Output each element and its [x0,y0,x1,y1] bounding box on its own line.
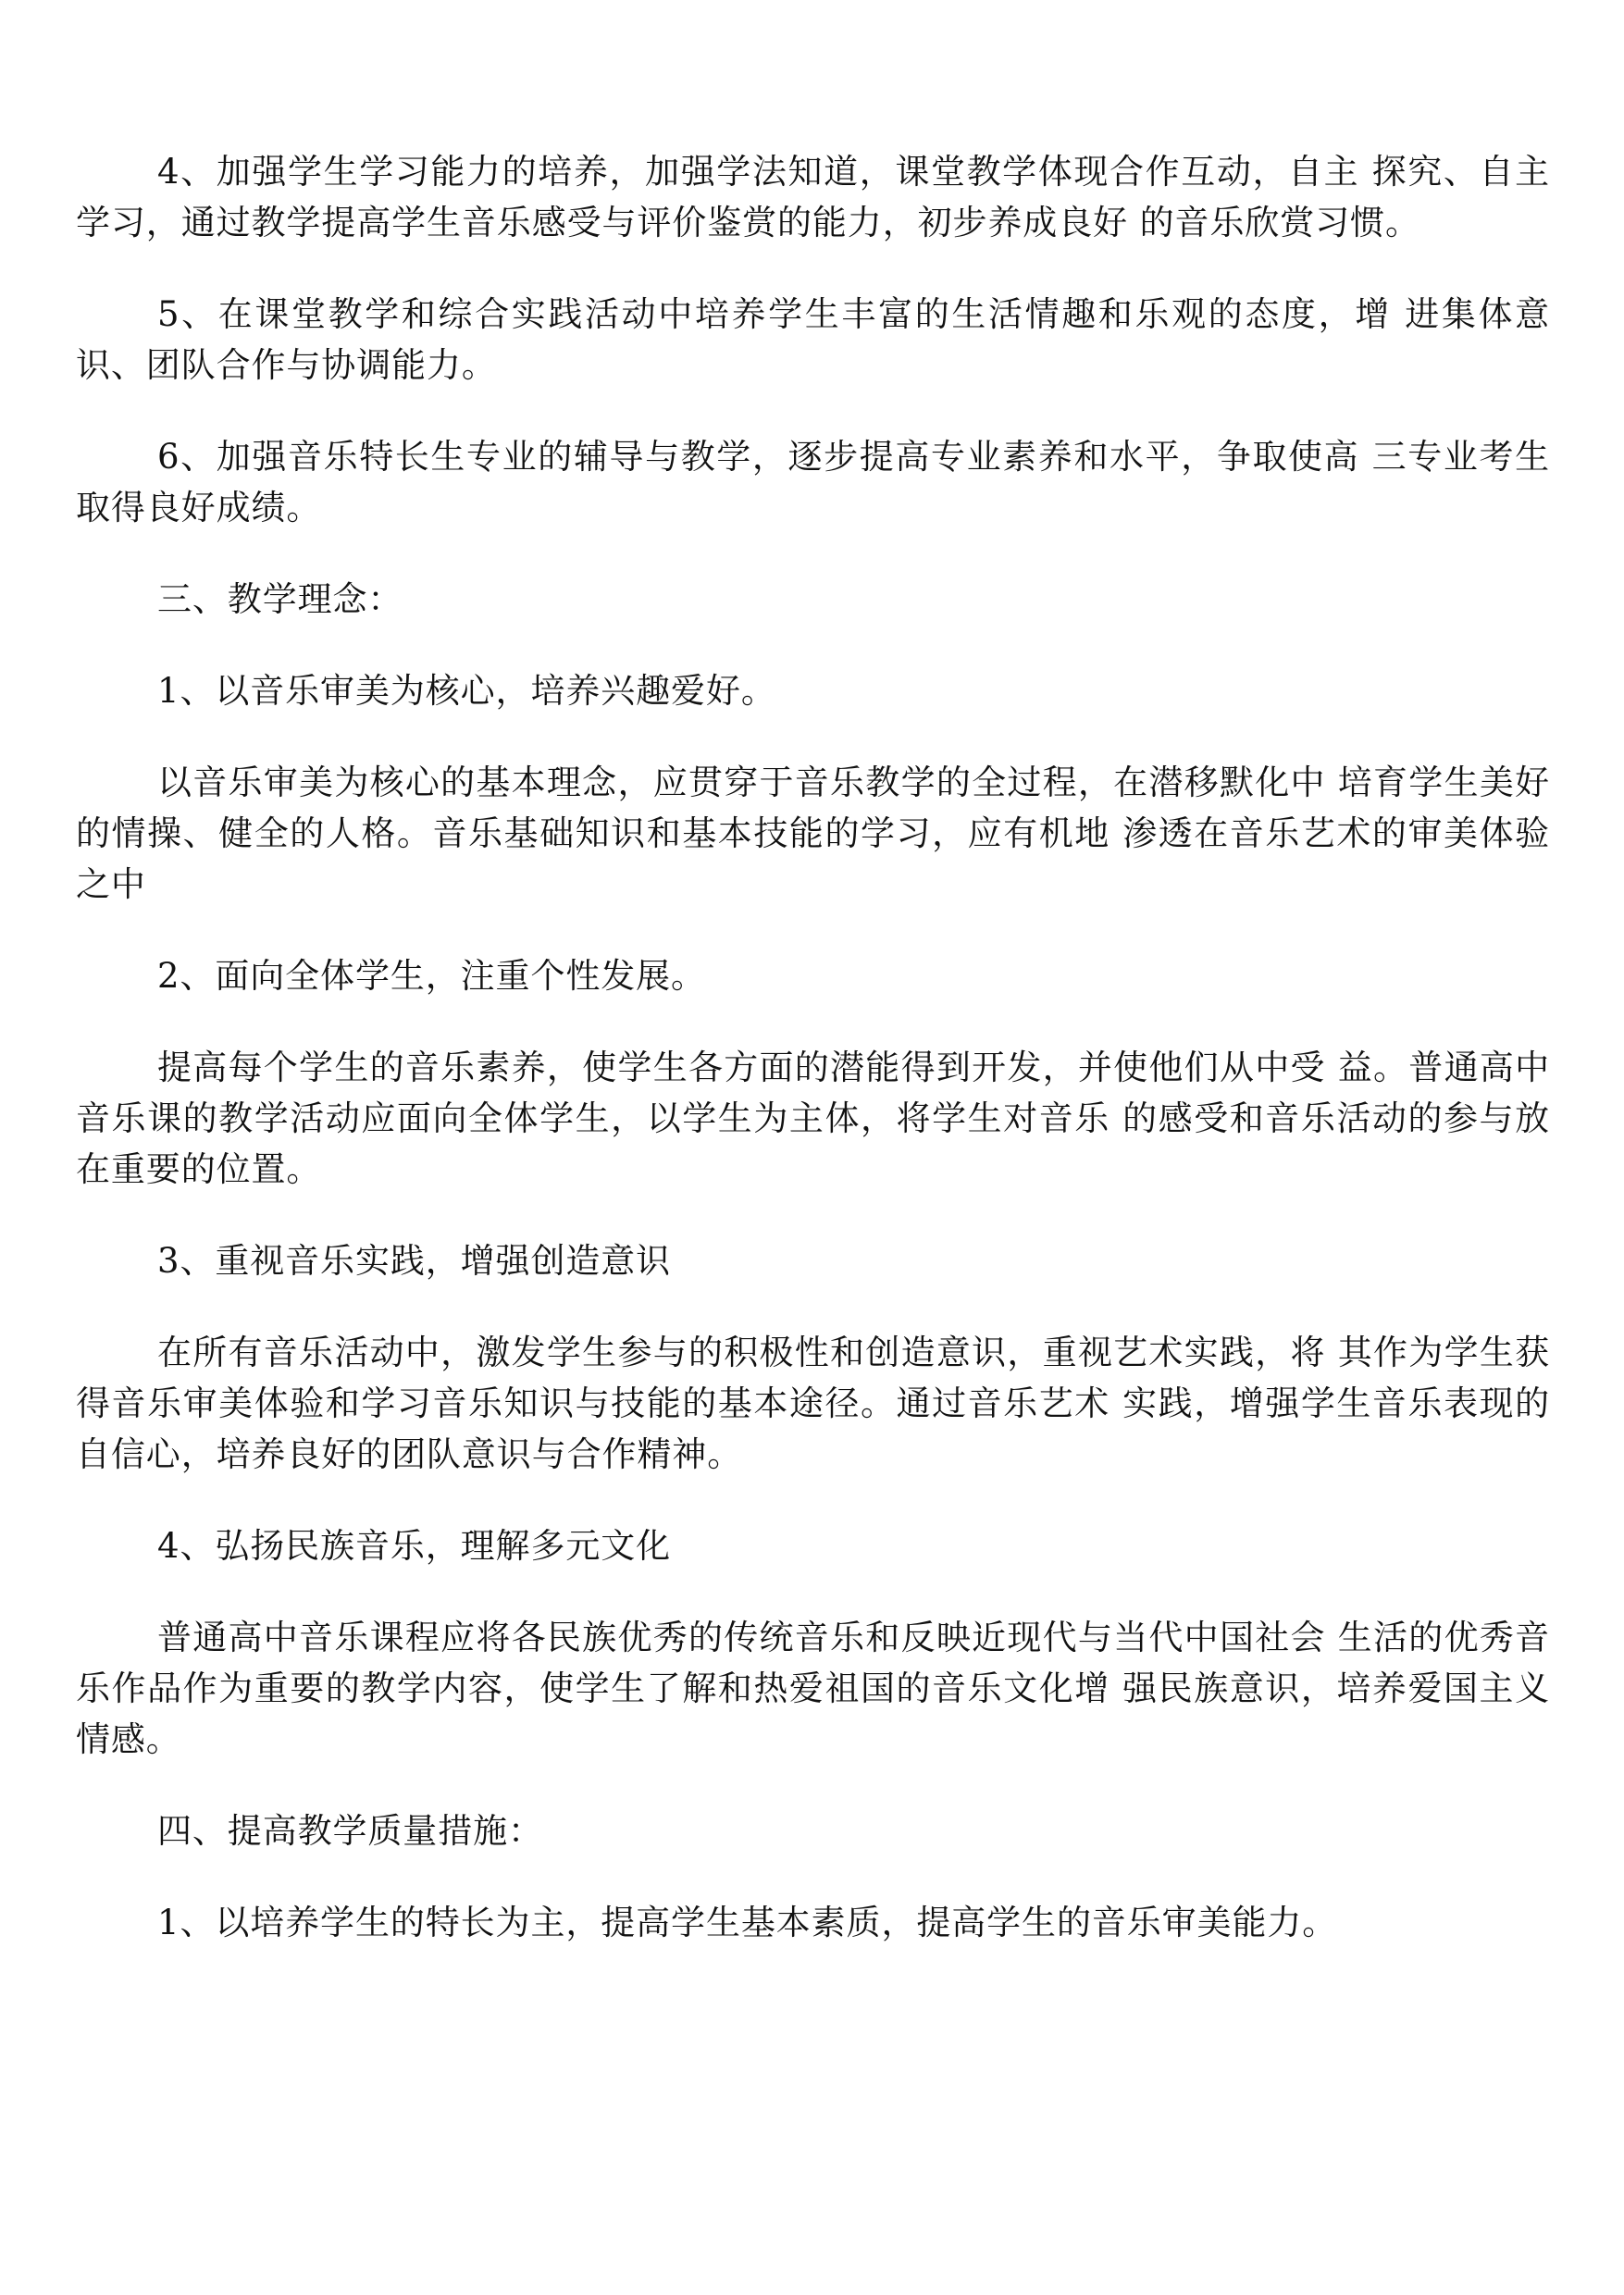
paragraph-philosophy-4-body: 普通高中音乐课程应将各民族优秀的传统音乐和反映近现代与当代中国社会 生活的优秀音乐作品作为重要的教学内容，使学生了解和热爱祖国的音乐文化增 强民族意识，培养爱国主义情感。 [76,1618,1550,1759]
subheading-philosophy-1: 1、以音乐审美为核心，培养兴趣爱好。 [157,671,776,711]
section-heading-teaching-philosophy: 三、教学理念： [157,579,403,619]
paragraph-philosophy-3-body: 在所有音乐活动中，激发学生参与的积极性和创造意识，重视艺术实践，将 其作为学生获得音乐审美体验和学习音乐知识与技能的基本途径。通过音乐艺术 实践，增强学生音乐表现的自信心，培养良好的团队意识与合作精神。 [76,1333,1550,1474]
paragraph-measure-1: 1、以培养学生的特长为主，提高学生基本素质，提高学生的音乐审美能力。 [157,1903,1338,1942]
paragraph-goal-6: 6、加强音乐特长生专业的辅导与教学，逐步提高专业素养和水平，争取使高 三专业考生取得良好成绩。 [76,437,1550,527]
document-page [76,146,1550,1948]
paragraph-philosophy-1-body: 以音乐审美为核心的基本理念，应贯穿于音乐教学的全过程，在潜移默化中 培育学生美好的情操、健全的人格。音乐基础知识和基本技能的学习，应有机地 渗透在音乐艺术的审美体验之中 [76,763,1550,904]
subheading-philosophy-3: 3、重视音乐实践，增强创造意识 [157,1241,672,1281]
subheading-philosophy-4: 4、弘扬民族音乐，理解多元文化 [157,1526,672,1566]
paragraph-goal-5: 5、在课堂教学和综合实践活动中培养学生丰富的生活情趣和乐观的态度，增 进集体意识、团队合作与协调能力。 [76,294,1550,385]
paragraph-philosophy-2-body: 提高每个学生的音乐素养，使学生各方面的潜能得到开发，并使他们从中受 益。普通高中音乐课的教学活动应面向全体学生，以学生为主体，将学生对音乐 的感受和音乐活动的参与放在重要的位置。 [76,1048,1550,1189]
subheading-philosophy-2: 2、面向全体学生，注重个性发展。 [157,956,706,996]
section-heading-quality-measures: 四、提高教学质量措施： [157,1811,543,1851]
paragraph-goal-4: 4、加强学生学习能力的培养，加强学法知道，课堂教学体现合作互动，自主 探究、自主学习，通过教学提高学生音乐感受与评价鉴赏的能力，初步养成良好 的音乐欣赏习惯。 [76,152,1550,242]
